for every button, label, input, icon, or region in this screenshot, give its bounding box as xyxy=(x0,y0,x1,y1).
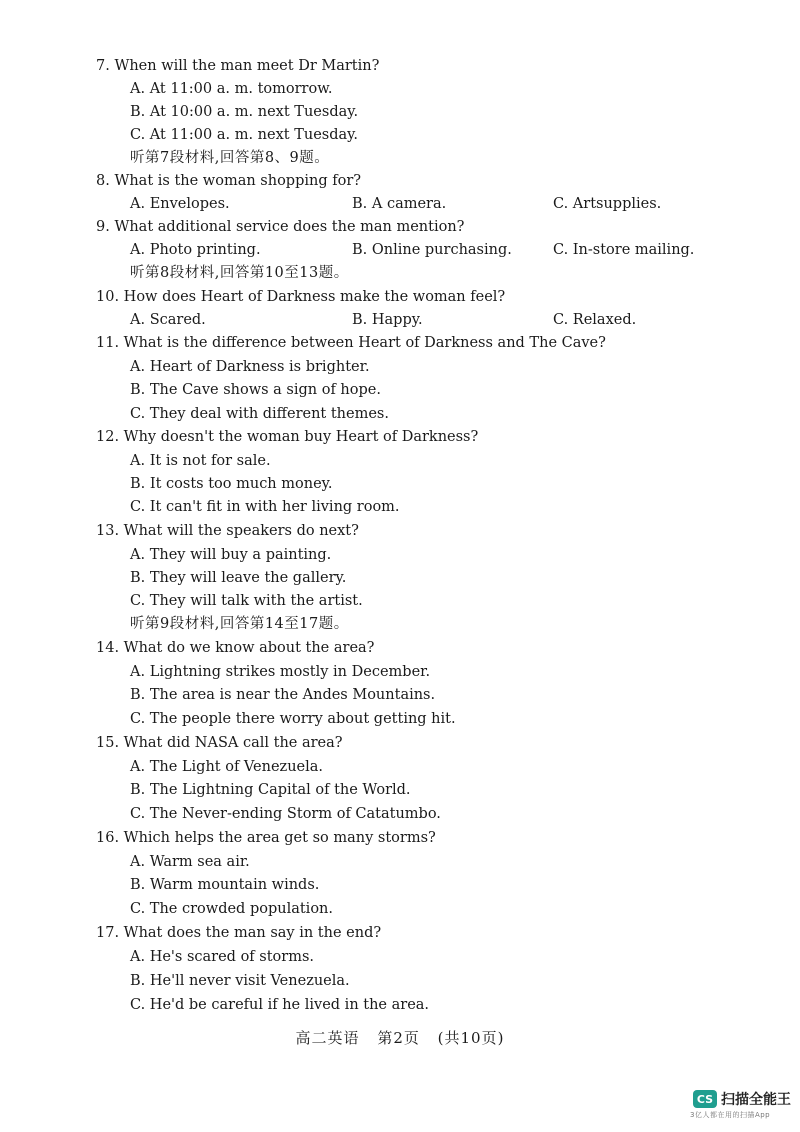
question-9: 9. What additional service does the man mention? xyxy=(96,219,465,235)
q16-option-a: A. Warm sea air. xyxy=(130,854,250,870)
q17-option-a: A. He's scared of storms. xyxy=(130,949,314,965)
q15-option-b: B. The Lightning Capital of the World. xyxy=(130,782,411,798)
q11-option-b: B. The Cave shows a sign of hope. xyxy=(130,382,381,398)
camscanner-tagline: 3亿人都在用的扫描App xyxy=(690,1111,771,1119)
instruction-section-9: 听第9段材料,回答第14至17题。 xyxy=(130,616,349,632)
q15-option-c: C. The Never-ending Storm of Catatumbo. xyxy=(130,806,441,822)
question-17: 17. What does the man say in the end? xyxy=(96,925,382,941)
q13-option-b: B. They will leave the gallery. xyxy=(130,570,347,586)
question-12: 12. Why doesn't the woman buy Heart of Darkness? xyxy=(96,429,479,445)
footer-page-number: 第2页 xyxy=(377,1029,420,1047)
q10-option-b: B. Happy. xyxy=(352,312,423,328)
q17-option-c: C. He'd be careful if he lived in the area. xyxy=(130,997,430,1013)
q7-option-b: B. At 10:00 a. m. next Tuesday. xyxy=(130,104,359,120)
question-10: 10. How does Heart of Darkness make the woman feel? xyxy=(96,289,506,305)
q14-option-c: C. The people there worry about getting hit. xyxy=(130,711,456,727)
q12-option-c: C. It can't fit in with her living room. xyxy=(130,499,400,515)
page-footer xyxy=(0,1027,800,1048)
q10-option-a: A. Scared. xyxy=(130,312,206,328)
question-16: 16. Which helps the area get so many storms? xyxy=(96,830,436,846)
q10-option-c: C. Relaxed. xyxy=(553,312,637,328)
instruction-section-8: 听第8段材料,回答第10至13题。 xyxy=(130,265,349,281)
q8-option-b: B. A camera. xyxy=(352,196,447,212)
q8-option-a: A. Envelopes. xyxy=(130,196,230,212)
q9-option-b: B. Online purchasing. xyxy=(352,242,512,258)
question-13: 13. What will the speakers do next? xyxy=(96,523,359,539)
q9-option-c: C. In-store mailing. xyxy=(553,242,695,258)
question-8: 8. What is the woman shopping for? xyxy=(96,173,362,189)
question-7: 7. When will the man meet Dr Martin? xyxy=(96,58,380,74)
q11-option-a: A. Heart of Darkness is brighter. xyxy=(130,359,370,375)
camscanner-name: 扫描全能王 xyxy=(721,1092,791,1108)
q16-option-b: B. Warm mountain winds. xyxy=(130,877,320,893)
q17-option-b: B. He'll never visit Venezuela. xyxy=(130,973,350,989)
q11-option-c: C. They deal with different themes. xyxy=(130,406,389,422)
footer-subject: 高二英语 xyxy=(295,1029,360,1047)
q16-option-c: C. The crowded population. xyxy=(130,901,333,917)
q7-option-a: A. At 11:00 a. m. tomorrow. xyxy=(130,81,333,97)
q12-option-a: A. It is not for sale. xyxy=(130,453,271,469)
q14-option-a: A. Lightning strikes mostly in December. xyxy=(130,664,431,680)
question-14: 14. What do we know about the area? xyxy=(96,640,375,656)
q13-option-c: C. They will talk with the artist. xyxy=(130,593,363,609)
q15-option-a: A. The Light of Venezuela. xyxy=(130,759,324,775)
q14-option-b: B. The area is near the Andes Mountains. xyxy=(130,687,436,703)
question-11: 11. What is the difference between Heart of Darkness and The Cave? xyxy=(96,335,606,351)
q7-option-c: C. At 11:00 a. m. next Tuesday. xyxy=(130,127,359,143)
question-15: 15. What did NASA call the area? xyxy=(96,735,343,751)
q12-option-b: B. It costs too much money. xyxy=(130,476,333,492)
q8-option-c: C. Artsupplies. xyxy=(553,196,662,212)
q9-option-a: A. Photo printing. xyxy=(130,242,261,258)
camscanner-logo-icon: CS xyxy=(693,1090,717,1108)
q13-option-a: A. They will buy a painting. xyxy=(130,547,332,563)
instruction-section-7: 听第7段材料,回答第8、9题。 xyxy=(130,150,330,166)
scanner-watermark xyxy=(693,1089,791,1109)
footer-total-pages: (共10页) xyxy=(437,1029,505,1047)
